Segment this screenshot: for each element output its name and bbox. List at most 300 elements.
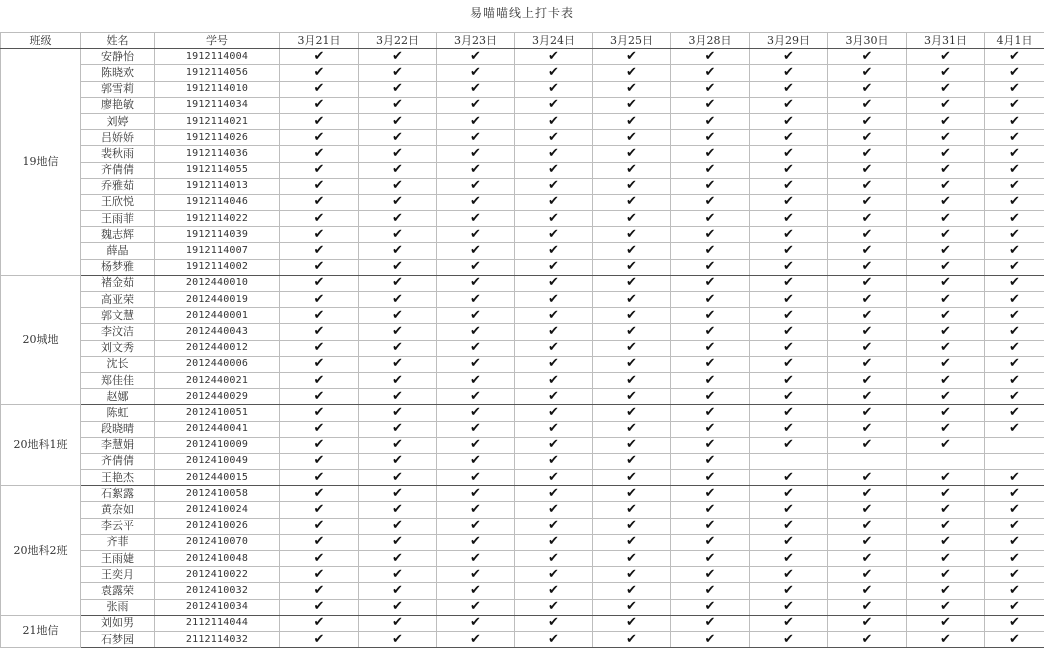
checkmark-icon: ✔: [750, 211, 828, 227]
checkmark-icon: ✔: [515, 534, 593, 550]
checkmark-icon: ✔: [515, 389, 593, 405]
class-cell: 19地信: [1, 49, 81, 276]
checkmark-icon: ✔: [750, 534, 828, 550]
checkmark-icon: ✔: [280, 551, 359, 567]
checkmark-icon: ✔: [280, 389, 359, 405]
checkmark-icon: ✔: [280, 227, 359, 243]
checkmark-icon: ✔: [750, 421, 828, 437]
student-id: 2012410009: [155, 437, 280, 453]
checkmark-icon: ✔: [671, 389, 750, 405]
student-name: 陈晓欢: [81, 65, 155, 81]
empty-check-cell: [750, 453, 828, 469]
checkmark-icon: ✔: [671, 405, 750, 421]
table-row: [1, 534, 1044, 550]
header-class: 班级: [1, 33, 81, 49]
checkmark-icon: ✔: [907, 470, 985, 486]
student-name: 齐倩倩: [81, 453, 155, 469]
checkmark-icon: ✔: [593, 162, 671, 178]
student-id: 1912114034: [155, 97, 280, 113]
checkmark-icon: ✔: [671, 113, 750, 129]
checkmark-icon: ✔: [907, 275, 985, 291]
checkmark-icon: ✔: [828, 275, 907, 291]
checkmark-icon: ✔: [515, 583, 593, 599]
checkmark-icon: ✔: [750, 97, 828, 113]
checkmark-icon: ✔: [437, 518, 515, 534]
checkmark-icon: ✔: [671, 470, 750, 486]
checkmark-icon: ✔: [985, 178, 1044, 194]
checkmark-icon: ✔: [671, 227, 750, 243]
student-id: 2012410026: [155, 518, 280, 534]
checkmark-icon: ✔: [828, 227, 907, 243]
checkmark-icon: ✔: [907, 615, 985, 631]
table-row: [1, 631, 1044, 647]
checkmark-icon: ✔: [437, 259, 515, 275]
checkmark-icon: ✔: [828, 356, 907, 372]
checkmark-icon: ✔: [750, 389, 828, 405]
table-row: [1, 113, 1044, 129]
checkmark-icon: ✔: [593, 372, 671, 388]
student-id: 2012440010: [155, 275, 280, 291]
checkmark-icon: ✔: [750, 372, 828, 388]
checkmark-icon: ✔: [437, 113, 515, 129]
checkmark-icon: ✔: [437, 567, 515, 583]
student-id: 1912114021: [155, 113, 280, 129]
header-date: 3月30日: [828, 33, 907, 49]
student-id: 1912114056: [155, 65, 280, 81]
checkmark-icon: ✔: [907, 162, 985, 178]
checkmark-icon: ✔: [671, 551, 750, 567]
checkmark-icon: ✔: [907, 534, 985, 550]
checkmark-icon: ✔: [750, 615, 828, 631]
checkmark-icon: ✔: [828, 599, 907, 615]
checkmark-icon: ✔: [280, 437, 359, 453]
checkmark-icon: ✔: [515, 211, 593, 227]
checkmark-icon: ✔: [515, 453, 593, 469]
table-row: [1, 599, 1044, 615]
checkmark-icon: ✔: [828, 518, 907, 534]
checkmark-icon: ✔: [515, 372, 593, 388]
student-id: 2012440041: [155, 421, 280, 437]
checkmark-icon: ✔: [750, 437, 828, 453]
checkmark-icon: ✔: [359, 518, 437, 534]
table-row: [1, 81, 1044, 97]
checkmark-icon: ✔: [359, 292, 437, 308]
checkmark-icon: ✔: [671, 178, 750, 194]
checkmark-icon: ✔: [907, 81, 985, 97]
checkmark-icon: ✔: [985, 227, 1044, 243]
checkmark-icon: ✔: [750, 194, 828, 210]
checkmark-icon: ✔: [280, 49, 359, 65]
student-name: 张雨: [81, 599, 155, 615]
student-name: 石梦园: [81, 631, 155, 647]
checkmark-icon: ✔: [593, 551, 671, 567]
checkmark-icon: ✔: [515, 178, 593, 194]
student-name: 李云平: [81, 518, 155, 534]
table-row: [1, 146, 1044, 162]
student-id: 2112114044: [155, 615, 280, 631]
checkmark-icon: ✔: [671, 453, 750, 469]
checkmark-icon: ✔: [593, 146, 671, 162]
checkmark-icon: ✔: [593, 259, 671, 275]
header-name: 姓名: [81, 33, 155, 49]
checkmark-icon: ✔: [828, 583, 907, 599]
checkmark-icon: ✔: [359, 372, 437, 388]
checkmark-icon: ✔: [593, 421, 671, 437]
checkmark-icon: ✔: [907, 292, 985, 308]
student-name: 王奕月: [81, 567, 155, 583]
checkmark-icon: ✔: [985, 162, 1044, 178]
checkmark-icon: ✔: [985, 405, 1044, 421]
checkmark-icon: ✔: [985, 551, 1044, 567]
checkmark-icon: ✔: [359, 599, 437, 615]
checkmark-icon: ✔: [828, 631, 907, 647]
checkmark-icon: ✔: [985, 583, 1044, 599]
checkmark-icon: ✔: [985, 308, 1044, 324]
student-id: 1912114039: [155, 227, 280, 243]
checkmark-icon: ✔: [828, 421, 907, 437]
checkmark-icon: ✔: [750, 502, 828, 518]
table-row: [1, 389, 1044, 405]
student-id: 2012440006: [155, 356, 280, 372]
checkmark-icon: ✔: [985, 130, 1044, 146]
checkmark-icon: ✔: [671, 372, 750, 388]
checkmark-icon: ✔: [437, 631, 515, 647]
checkmark-icon: ✔: [515, 194, 593, 210]
checkmark-icon: ✔: [985, 599, 1044, 615]
checkmark-icon: ✔: [437, 421, 515, 437]
checkmark-icon: ✔: [671, 211, 750, 227]
student-name: 沈长: [81, 356, 155, 372]
checkmark-icon: ✔: [280, 308, 359, 324]
checkmark-icon: ✔: [750, 567, 828, 583]
student-name: 段晓晴: [81, 421, 155, 437]
checkmark-icon: ✔: [828, 551, 907, 567]
student-name: 魏志辉: [81, 227, 155, 243]
checkmark-icon: ✔: [671, 194, 750, 210]
checkmark-icon: ✔: [515, 356, 593, 372]
checkmark-icon: ✔: [985, 615, 1044, 631]
table-row: [1, 486, 1044, 502]
checkmark-icon: ✔: [515, 421, 593, 437]
table-row: [1, 502, 1044, 518]
student-id: 1912114022: [155, 211, 280, 227]
checkmark-icon: ✔: [985, 65, 1044, 81]
checkmark-icon: ✔: [828, 113, 907, 129]
checkmark-icon: ✔: [280, 518, 359, 534]
checkmark-icon: ✔: [985, 243, 1044, 259]
checkmark-icon: ✔: [593, 211, 671, 227]
checkmark-icon: ✔: [750, 178, 828, 194]
checkmark-icon: ✔: [671, 486, 750, 502]
checkmark-icon: ✔: [359, 486, 437, 502]
checkmark-icon: ✔: [750, 49, 828, 65]
checkmark-icon: ✔: [828, 259, 907, 275]
checkmark-icon: ✔: [437, 49, 515, 65]
table-row: [1, 194, 1044, 210]
checkmark-icon: ✔: [907, 599, 985, 615]
checkmark-icon: ✔: [359, 340, 437, 356]
checkmark-icon: ✔: [985, 534, 1044, 550]
checkmark-icon: ✔: [671, 567, 750, 583]
header-date: 3月29日: [750, 33, 828, 49]
checkmark-icon: ✔: [593, 453, 671, 469]
checkmark-icon: ✔: [750, 162, 828, 178]
checkmark-icon: ✔: [437, 97, 515, 113]
checkmark-icon: ✔: [359, 243, 437, 259]
checkmark-icon: ✔: [671, 162, 750, 178]
student-id: 1912114036: [155, 146, 280, 162]
checkmark-icon: ✔: [437, 599, 515, 615]
checkmark-icon: ✔: [437, 340, 515, 356]
student-id: 2012410032: [155, 583, 280, 599]
checkmark-icon: ✔: [828, 178, 907, 194]
table-row: [1, 65, 1044, 81]
student-name: 郭雪莉: [81, 81, 155, 97]
checkmark-icon: ✔: [437, 194, 515, 210]
checkmark-icon: ✔: [671, 437, 750, 453]
student-name: 安静怡: [81, 49, 155, 65]
header-date: 3月22日: [359, 33, 437, 49]
checkmark-icon: ✔: [437, 324, 515, 340]
checkmark-icon: ✔: [515, 97, 593, 113]
checkmark-icon: ✔: [280, 340, 359, 356]
table-row: [1, 518, 1044, 534]
student-id: 2012410051: [155, 405, 280, 421]
checkmark-icon: ✔: [985, 97, 1044, 113]
checkmark-icon: ✔: [907, 178, 985, 194]
checkmark-icon: ✔: [985, 340, 1044, 356]
header-date: 3月21日: [280, 33, 359, 49]
checkmark-icon: ✔: [985, 275, 1044, 291]
class-cell: 20地科2班: [1, 486, 81, 616]
checkmark-icon: ✔: [907, 49, 985, 65]
class-cell: 20城地: [1, 275, 81, 405]
table-row: [1, 324, 1044, 340]
checkmark-icon: ✔: [671, 292, 750, 308]
checkmark-icon: ✔: [280, 146, 359, 162]
checkmark-icon: ✔: [907, 372, 985, 388]
checkmark-icon: ✔: [359, 405, 437, 421]
checkmark-icon: ✔: [280, 534, 359, 550]
student-id: 2012410034: [155, 599, 280, 615]
header-student-id: 学号: [155, 33, 280, 49]
checkmark-icon: ✔: [750, 486, 828, 502]
checkmark-icon: ✔: [359, 113, 437, 129]
checkmark-icon: ✔: [437, 146, 515, 162]
header-date: 3月23日: [437, 33, 515, 49]
checkmark-icon: ✔: [828, 324, 907, 340]
checkmark-icon: ✔: [359, 421, 437, 437]
table-row: [1, 243, 1044, 259]
checkmark-icon: ✔: [671, 259, 750, 275]
checkmark-icon: ✔: [985, 372, 1044, 388]
checkmark-icon: ✔: [828, 81, 907, 97]
checkmark-icon: ✔: [593, 356, 671, 372]
checkmark-icon: ✔: [359, 97, 437, 113]
student-name: 王欣悦: [81, 194, 155, 210]
checkmark-icon: ✔: [828, 162, 907, 178]
student-name: 石絮露: [81, 486, 155, 502]
checkmark-icon: ✔: [750, 146, 828, 162]
student-id: 2012410049: [155, 453, 280, 469]
checkmark-icon: ✔: [280, 356, 359, 372]
checkmark-icon: ✔: [985, 113, 1044, 129]
checkmark-icon: ✔: [359, 146, 437, 162]
checkmark-icon: ✔: [671, 65, 750, 81]
student-name: 齐菲: [81, 534, 155, 550]
checkmark-icon: ✔: [828, 470, 907, 486]
checkmark-icon: ✔: [985, 502, 1044, 518]
student-name: 袁露荣: [81, 583, 155, 599]
student-name: 高亚荣: [81, 292, 155, 308]
student-name: 廖艳敏: [81, 97, 155, 113]
student-id: 2012440043: [155, 324, 280, 340]
checkmark-icon: ✔: [515, 130, 593, 146]
class-cell: 21地信: [1, 615, 81, 647]
student-name: 王雨婕: [81, 551, 155, 567]
checkmark-icon: ✔: [750, 405, 828, 421]
checkmark-icon: ✔: [985, 292, 1044, 308]
student-id: 1912114026: [155, 130, 280, 146]
checkmark-icon: ✔: [671, 340, 750, 356]
student-id: 1912114004: [155, 49, 280, 65]
checkmark-icon: ✔: [907, 356, 985, 372]
checkmark-icon: ✔: [593, 518, 671, 534]
checkmark-icon: ✔: [671, 502, 750, 518]
checkmark-icon: ✔: [437, 227, 515, 243]
checkmark-icon: ✔: [671, 243, 750, 259]
checkmark-icon: ✔: [828, 567, 907, 583]
table-row: [1, 615, 1044, 631]
checkmark-icon: ✔: [359, 615, 437, 631]
checkmark-icon: ✔: [593, 65, 671, 81]
student-id: 1912114007: [155, 243, 280, 259]
checkmark-icon: ✔: [907, 340, 985, 356]
checkmark-icon: ✔: [280, 178, 359, 194]
checkmark-icon: ✔: [437, 178, 515, 194]
checkmark-icon: ✔: [593, 389, 671, 405]
checkmark-icon: ✔: [907, 583, 985, 599]
student-id: 2012410024: [155, 502, 280, 518]
checkmark-icon: ✔: [593, 49, 671, 65]
checkmark-icon: ✔: [750, 259, 828, 275]
checkmark-icon: ✔: [593, 178, 671, 194]
checkmark-icon: ✔: [280, 470, 359, 486]
checkmark-icon: ✔: [593, 470, 671, 486]
checkmark-icon: ✔: [437, 534, 515, 550]
student-name: 王艳杰: [81, 470, 155, 486]
checkmark-icon: ✔: [437, 437, 515, 453]
checkmark-icon: ✔: [515, 308, 593, 324]
student-name: 褚金茹: [81, 275, 155, 291]
checkmark-icon: ✔: [280, 405, 359, 421]
checkmark-icon: ✔: [515, 340, 593, 356]
checkmark-icon: ✔: [750, 324, 828, 340]
empty-check-cell: [985, 437, 1044, 453]
checkmark-icon: ✔: [828, 49, 907, 65]
checkmark-icon: ✔: [593, 567, 671, 583]
checkmark-icon: ✔: [750, 340, 828, 356]
checkmark-icon: ✔: [828, 211, 907, 227]
checkmark-icon: ✔: [985, 631, 1044, 647]
checkmark-icon: ✔: [671, 324, 750, 340]
checkmark-icon: ✔: [437, 243, 515, 259]
checkmark-icon: ✔: [515, 615, 593, 631]
checkmark-icon: ✔: [437, 372, 515, 388]
checkmark-icon: ✔: [359, 631, 437, 647]
checkmark-icon: ✔: [593, 631, 671, 647]
checkmark-icon: ✔: [907, 518, 985, 534]
checkmark-icon: ✔: [985, 259, 1044, 275]
checkmark-icon: ✔: [907, 113, 985, 129]
checkmark-icon: ✔: [359, 551, 437, 567]
checkmark-icon: ✔: [359, 389, 437, 405]
table-row: [1, 292, 1044, 308]
checkmark-icon: ✔: [828, 243, 907, 259]
checkmark-icon: ✔: [750, 308, 828, 324]
checkmark-icon: ✔: [359, 81, 437, 97]
checkmark-icon: ✔: [280, 97, 359, 113]
checkmark-icon: ✔: [437, 65, 515, 81]
checkmark-icon: ✔: [750, 113, 828, 129]
empty-check-cell: [985, 453, 1044, 469]
table-row: [1, 259, 1044, 275]
checkmark-icon: ✔: [593, 615, 671, 631]
checkmark-icon: ✔: [515, 162, 593, 178]
checkmark-icon: ✔: [359, 275, 437, 291]
checkmark-icon: ✔: [671, 631, 750, 647]
checkmark-icon: ✔: [593, 113, 671, 129]
student-name: 刘如男: [81, 615, 155, 631]
student-name: 郑佳佳: [81, 372, 155, 388]
checkmark-icon: ✔: [359, 194, 437, 210]
checkmark-icon: ✔: [593, 275, 671, 291]
student-name: 吕娇娇: [81, 130, 155, 146]
checkmark-icon: ✔: [437, 453, 515, 469]
checkmark-icon: ✔: [593, 308, 671, 324]
checkmark-icon: ✔: [907, 227, 985, 243]
checkmark-icon: ✔: [437, 162, 515, 178]
checkmark-icon: ✔: [828, 615, 907, 631]
student-name: 乔雅茹: [81, 178, 155, 194]
checkmark-icon: ✔: [593, 227, 671, 243]
checkmark-icon: ✔: [907, 567, 985, 583]
checkmark-icon: ✔: [750, 356, 828, 372]
checkmark-icon: ✔: [907, 308, 985, 324]
table-row: [1, 583, 1044, 599]
checkmark-icon: ✔: [750, 243, 828, 259]
checkmark-icon: ✔: [985, 356, 1044, 372]
checkmark-icon: ✔: [515, 259, 593, 275]
table-row: [1, 372, 1044, 388]
student-id: 2012410058: [155, 486, 280, 502]
checkmark-icon: ✔: [828, 65, 907, 81]
checkmark-icon: ✔: [280, 162, 359, 178]
checkmark-icon: ✔: [750, 599, 828, 615]
student-id: 1912114055: [155, 162, 280, 178]
checkmark-icon: ✔: [828, 292, 907, 308]
table-row: [1, 567, 1044, 583]
checkmark-icon: ✔: [985, 49, 1044, 65]
checkmark-icon: ✔: [515, 324, 593, 340]
checkmark-icon: ✔: [359, 567, 437, 583]
checkmark-icon: ✔: [985, 146, 1044, 162]
student-name: 齐倩倩: [81, 162, 155, 178]
checkmark-icon: ✔: [671, 130, 750, 146]
student-id: 2012410022: [155, 567, 280, 583]
table-row: [1, 308, 1044, 324]
header-date: 3月24日: [515, 33, 593, 49]
